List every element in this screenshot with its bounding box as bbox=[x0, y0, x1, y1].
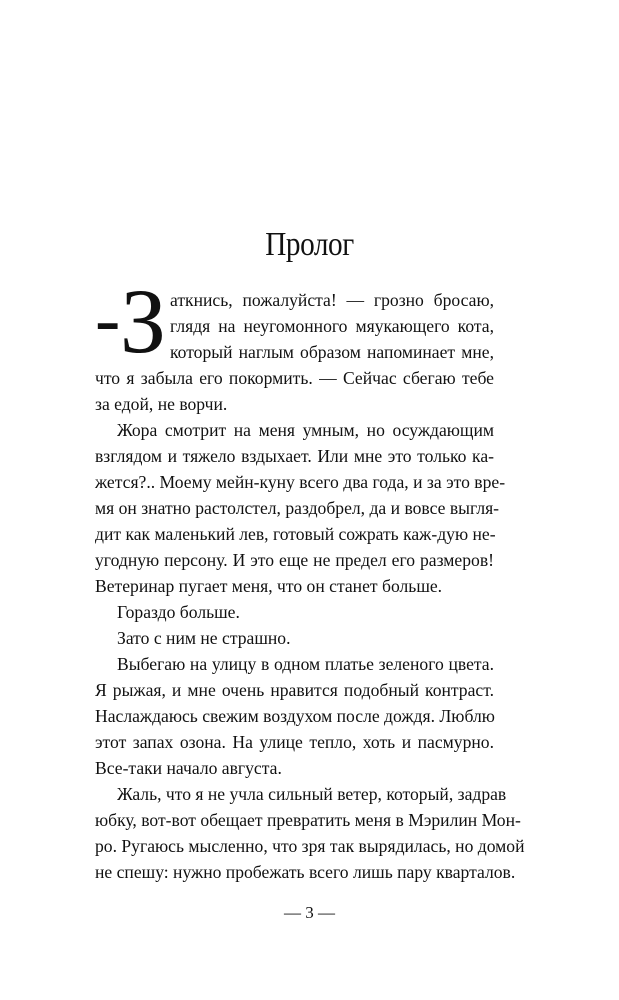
text-line: аткнись, пожалуйста! — грозно бросаю, bbox=[170, 290, 494, 310]
text-line: этот запах озона. На улице тепло, хоть и пасмурно. bbox=[95, 732, 494, 752]
text-line: Все-таки начало августа. bbox=[95, 758, 282, 778]
text-line: взглядом и тяжело вздыхает. Или мне это только ка- bbox=[95, 446, 494, 466]
drop-cap-letter: З bbox=[120, 270, 167, 372]
text-line: Жора смотрит на меня умным, но осуждающим bbox=[117, 420, 494, 440]
text-line: Наслаждаюсь свежим воздухом после дождя. Люблю bbox=[95, 706, 495, 726]
text-line: дит как маленький лев, готовый сожрать каж-дую не- bbox=[95, 524, 496, 544]
text-line: юбку, вот-вот обещает превратить меня в Мэрилин Мон- bbox=[95, 810, 521, 830]
text-line: мя он знатно растолстел, раздобрел, да и вовсе выгля- bbox=[95, 498, 500, 518]
text-line: Гораздо больше. bbox=[117, 602, 240, 622]
text-line: не спешу: нужно пробежать всего лишь пару кварталов. bbox=[95, 862, 516, 882]
text-line: Зато с ним не страшно. bbox=[117, 628, 291, 648]
text-line: что я забыла его покормить. — Сейчас сбегаю тебе bbox=[95, 368, 494, 388]
text-line: Ветеринар пугает меня, что он станет больше. bbox=[95, 576, 443, 596]
text-line: глядя на неугомонного мяукающего кота, bbox=[170, 316, 494, 336]
text-line: Жаль, что я не учла сильный ветер, который, задрав bbox=[117, 784, 507, 804]
text-line: ро. Ругаюсь мысленно, что зря так вырядилась, но домой bbox=[95, 836, 525, 856]
text-line: жется?.. Моему мейн-куну всего два года, и за это вре- bbox=[95, 472, 506, 492]
text-line: Я рыжая, и мне очень нравится подобный контраст. bbox=[95, 680, 494, 700]
text-line: за едой, не ворчи. bbox=[95, 394, 228, 414]
page-number: — 3 — bbox=[284, 903, 335, 922]
text-line: Выбегаю на улицу в одном платье зеленого цвета. bbox=[117, 654, 494, 674]
chapter-title: Пролог bbox=[265, 226, 354, 263]
drop-cap-dash: - bbox=[95, 277, 121, 361]
text-line: который наглым образом напоминает мне, bbox=[170, 342, 494, 362]
text-line: угодную персону. И это еще не предел его размеров! bbox=[95, 550, 494, 570]
